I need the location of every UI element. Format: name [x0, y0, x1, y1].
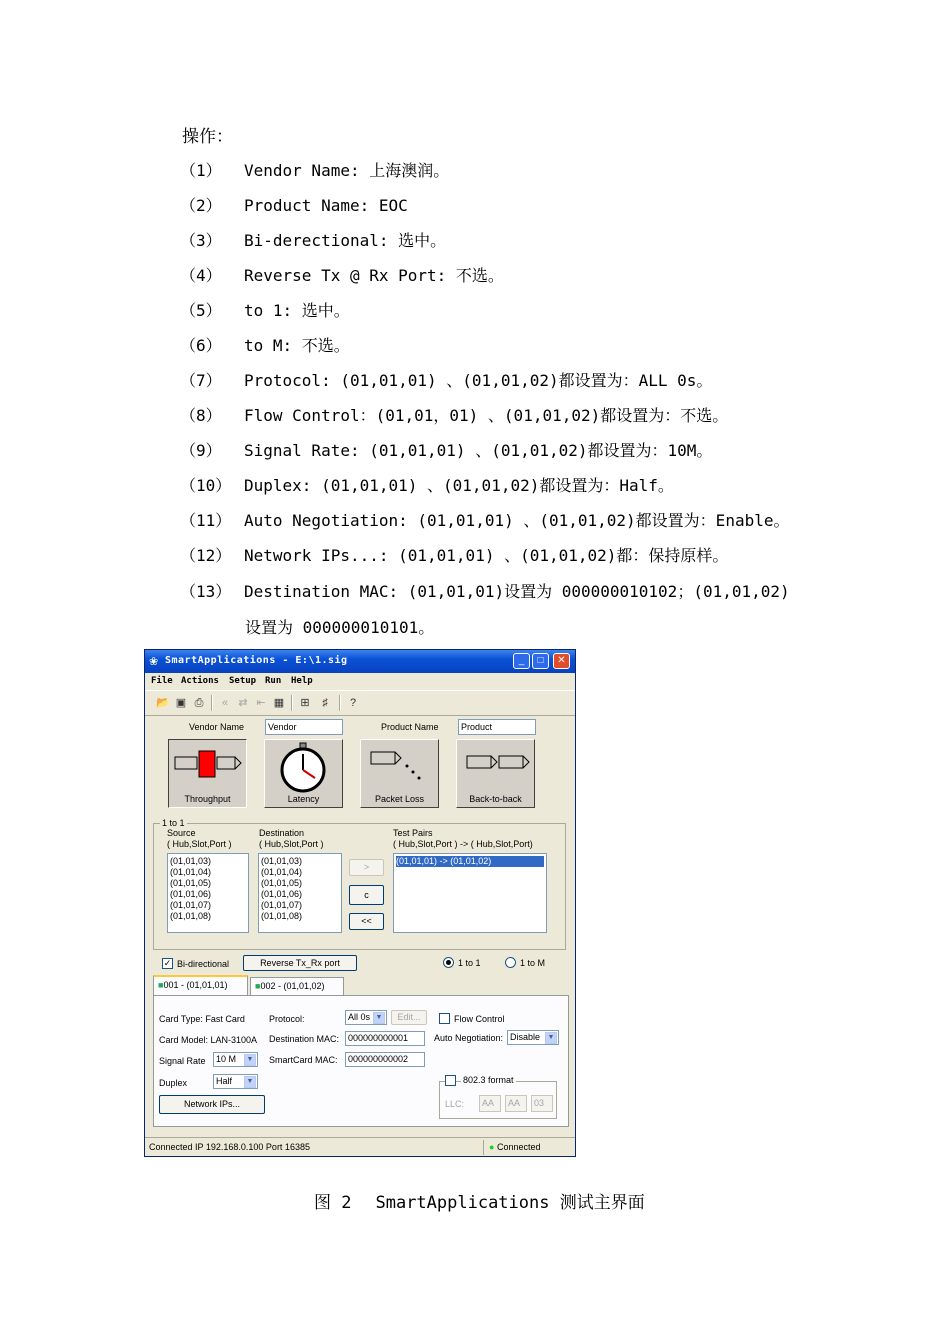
status-bar: [145, 1137, 575, 1157]
network-ips-button[interactable]: Network IPs...: [159, 1095, 265, 1114]
back-to-back-label: Back-to-back: [469, 794, 522, 804]
destination-mac-input[interactable]: 000000000001: [345, 1031, 425, 1046]
llc-field-1[interactable]: AA: [479, 1095, 501, 1112]
radio-1-to-1[interactable]: [443, 957, 454, 968]
step-item: [180, 193, 408, 216]
chevron-down-icon: ▼: [244, 1054, 256, 1066]
step-item: [180, 333, 350, 356]
step-text: Reverse Tx @ Rx Port: 不选。: [244, 266, 504, 285]
list-item[interactable]: (01,01,01) -> (01,01,02): [396, 856, 544, 867]
bidirectional-label: Bi-directional: [177, 959, 230, 969]
stopwatch-icon: [265, 740, 342, 794]
llc-label: LLC:: [445, 1099, 465, 1109]
product-name-input[interactable]: Product: [458, 719, 536, 735]
throughput-icon: [169, 740, 246, 790]
source-sublabel: ( Hub,Slot,Port ): [167, 839, 232, 849]
throughput-button[interactable]: [168, 739, 247, 808]
toolbar-separator: [291, 695, 293, 711]
open-folder-icon[interactable]: 📂: [156, 697, 170, 709]
menu-actions[interactable]: Actions: [181, 676, 219, 686]
list-item[interactable]: (01,01,07): [261, 900, 303, 910]
list-item[interactable]: (01,01,03): [170, 856, 212, 866]
connected-indicator-icon: ●: [489, 1142, 495, 1152]
list-item[interactable]: (01,01,08): [261, 911, 303, 921]
save-icon[interactable]: ▣: [175, 697, 187, 709]
remove-all-button[interactable]: <<: [349, 913, 384, 930]
minimize-button[interactable]: _: [513, 653, 530, 669]
destination-sublabel: ( Hub,Slot,Port ): [259, 839, 324, 849]
step-item: [180, 263, 504, 286]
auto-negotiation-select[interactable]: Disable ▼: [507, 1030, 559, 1045]
format-label: 802.3 format: [463, 1075, 514, 1085]
step-text: Protocol: (01,01,01) 、(01,01,02)都设置为：ALL 0s。: [244, 371, 713, 390]
step-number: （4）: [180, 266, 222, 285]
smartapplications-window: [144, 649, 576, 1157]
signal-rate-select[interactable]: 10 M ▼: [213, 1052, 258, 1067]
toolbar: [145, 690, 575, 716]
radio-1-to-1-label: 1 to 1: [458, 958, 481, 968]
figure-number: 图 2: [314, 1193, 352, 1213]
list-item[interactable]: (01,01,06): [261, 889, 303, 899]
tab-port-001[interactable]: ■001 - (01,01,01): [153, 975, 248, 996]
card-model-text: Card Model: LAN-3100A: [159, 1035, 258, 1045]
edit-protocol-button[interactable]: Edit...: [391, 1010, 427, 1025]
packet-loss-button[interactable]: [360, 739, 439, 808]
flow-control-label: Flow Control: [454, 1014, 505, 1024]
step-text: to M: 不选。: [244, 336, 350, 355]
protocol-select[interactable]: All 0s ▼: [345, 1010, 387, 1025]
destination-label: Destination: [259, 828, 305, 838]
smartcard-mac-input[interactable]: 000000000002: [345, 1052, 425, 1067]
figure-caption: [314, 1188, 645, 1213]
list-item[interactable]: (01,01,06): [170, 889, 212, 899]
vendor-name-label: Vendor Name: [189, 722, 245, 732]
remove-icon[interactable]: ⇤: [256, 697, 266, 709]
step-text: Network IPs...: (01,01,01) 、(01,01,02)都：保持原样。: [244, 546, 729, 565]
packet-loss-icon: [361, 740, 438, 790]
step-number: （13）: [180, 582, 232, 601]
step-text: Duplex: (01,01,01) 、(01,01,02)都设置为：Half。: [244, 476, 674, 495]
source-label: Source: [167, 828, 196, 838]
toolbar-separator: [211, 695, 213, 711]
step-number: （9）: [180, 441, 222, 460]
latency-label: Latency: [287, 794, 320, 804]
menu-file[interactable]: File: [151, 676, 173, 686]
c-button[interactable]: c: [349, 885, 384, 905]
chevron-down-icon: ▼: [545, 1032, 557, 1044]
step-text: Auto Negotiation: (01,01,01) 、(01,01,02)都设置为：Enable。: [244, 511, 790, 530]
step-number: （8）: [180, 406, 222, 425]
list-item[interactable]: (01,01,08): [170, 911, 212, 921]
connection-info: Connected IP 192.168.0.100 Port 16385: [149, 1142, 310, 1152]
step-text: Vendor Name: 上海澳润。: [244, 161, 450, 180]
step-number: （1）: [180, 161, 222, 180]
card-icon: ■: [158, 980, 164, 990]
step-item: [180, 543, 728, 566]
step-item: [180, 579, 790, 602]
figure-title: SmartApplications 测试主界面: [375, 1193, 645, 1213]
product-name-label: Product Name: [381, 722, 439, 732]
step-text: Signal Rate: (01,01,01) 、(01,01,02)都设置为：10M。: [244, 441, 713, 460]
step-number: （2）: [180, 196, 222, 215]
throughput-label: Throughput: [184, 794, 231, 804]
menu-setup[interactable]: Setup: [229, 676, 257, 686]
test-pairs-sublabel: ( Hub,Slot,Port ) -> ( Hub,Slot,Port): [393, 839, 533, 849]
latency-button[interactable]: [264, 739, 343, 808]
step-13-continuation: 设置为 000000010101。: [245, 618, 435, 637]
step-item: [180, 473, 674, 496]
maximize-button[interactable]: □: [532, 653, 549, 669]
step-text: Flow Control：(01,01，01) 、(01,01,02)都设置为：不选。: [244, 406, 729, 425]
step-text: to 1: 选中。: [244, 301, 350, 320]
window-title: SmartApplications - E:\1.sig: [165, 655, 348, 666]
radio-1-to-m[interactable]: [505, 957, 516, 968]
vendor-name-input[interactable]: Vendor: [265, 719, 343, 735]
flow-control-checkbox[interactable]: [439, 1013, 450, 1024]
reverse-tx-rx-button[interactable]: Reverse Tx_Rx port: [243, 955, 357, 971]
packet-loss-label: Packet Loss: [374, 794, 425, 804]
connection-status: ● Connected: [489, 1142, 541, 1152]
source-list[interactable]: [167, 853, 249, 933]
tab-port-002[interactable]: ■002 - (01,01,02): [250, 977, 344, 995]
step-number: （5）: [180, 301, 222, 320]
chevron-down-icon: ▼: [373, 1012, 385, 1024]
step-item: [180, 438, 712, 461]
print-icon[interactable]: ⎙: [194, 697, 204, 709]
properties-icon[interactable]: ⊞: [300, 697, 310, 709]
llc-field-3[interactable]: 03: [531, 1095, 553, 1112]
step-number: （7）: [180, 371, 222, 390]
list-item[interactable]: (01,01,04): [170, 867, 212, 877]
back-to-back-icon: [457, 740, 534, 790]
step-item: [180, 368, 712, 391]
step-text: Destination MAC: (01,01,01)设置为 000000010102；(01,01,02): [244, 582, 790, 601]
card-icon: ■: [255, 981, 261, 991]
back-icon[interactable]: «: [221, 697, 229, 709]
back-to-back-button[interactable]: [456, 739, 535, 808]
toolbar-separator: [339, 695, 341, 711]
list-item[interactable]: (01,01,05): [261, 878, 303, 888]
step-number: （3）: [180, 231, 222, 250]
help-icon[interactable]: ?: [349, 697, 357, 709]
llc-field-2[interactable]: AA: [505, 1095, 527, 1112]
bidirectional-checkbox[interactable]: ✓: [163, 958, 172, 968]
test-pairs-label: Test Pairs: [393, 828, 433, 838]
step-number: （6）: [180, 336, 222, 355]
smartcard-mac-label: SmartCard MAC:: [269, 1055, 338, 1065]
menu-run[interactable]: Run: [265, 676, 282, 686]
list-item[interactable]: (01,01,03): [261, 856, 303, 866]
signal-rate-label: Signal Rate: [159, 1056, 206, 1066]
list-item[interactable]: (01,01,04): [261, 867, 303, 877]
list-item[interactable]: (01,01,07): [170, 900, 212, 910]
test-pairs-list[interactable]: [393, 853, 547, 933]
step-item: [180, 228, 446, 251]
add-pair-button[interactable]: >: [349, 859, 384, 876]
protocol-label: Protocol:: [269, 1014, 305, 1024]
step-number: （12）: [180, 546, 232, 565]
chevron-down-icon: ▼: [244, 1076, 256, 1088]
radio-1-to-m-label: 1 to M: [520, 958, 546, 968]
destination-list[interactable]: [258, 853, 342, 933]
destination-mac-label: Destination MAC:: [269, 1034, 340, 1044]
format-checkbox[interactable]: [445, 1075, 456, 1086]
status-divider: [483, 1140, 484, 1155]
card-type-text: Card Type: Fast Card: [159, 1014, 245, 1024]
duplex-label: Duplex: [159, 1078, 188, 1088]
swap-icon[interactable]: ⇄: [238, 697, 248, 709]
close-button[interactable]: ✕: [553, 653, 570, 669]
auto-negotiation-label: Auto Negotiation:: [434, 1033, 504, 1043]
app-icon: ❀: [149, 656, 159, 668]
section-heading: 操作：: [182, 127, 233, 147]
list-item[interactable]: (01,01,05): [170, 878, 212, 888]
step-item: [180, 508, 789, 531]
title-bar[interactable]: [145, 650, 575, 673]
step-item: [180, 158, 449, 181]
menu-help[interactable]: Help: [291, 676, 313, 686]
step-number: （10）: [180, 476, 232, 495]
step-item: [180, 403, 728, 426]
duplex-select[interactable]: Half ▼: [213, 1074, 258, 1089]
menu-bar: [145, 673, 575, 689]
group-title: 1 to 1: [162, 818, 185, 828]
step-text: Product Name: EOC: [244, 196, 408, 215]
step-text: Bi-derectional: 选中。: [244, 231, 447, 250]
grid-icon[interactable]: ▦: [273, 697, 285, 709]
bars-icon[interactable]: ♯: [322, 697, 328, 709]
step-number: （11）: [180, 511, 232, 530]
step-item: [180, 298, 350, 321]
